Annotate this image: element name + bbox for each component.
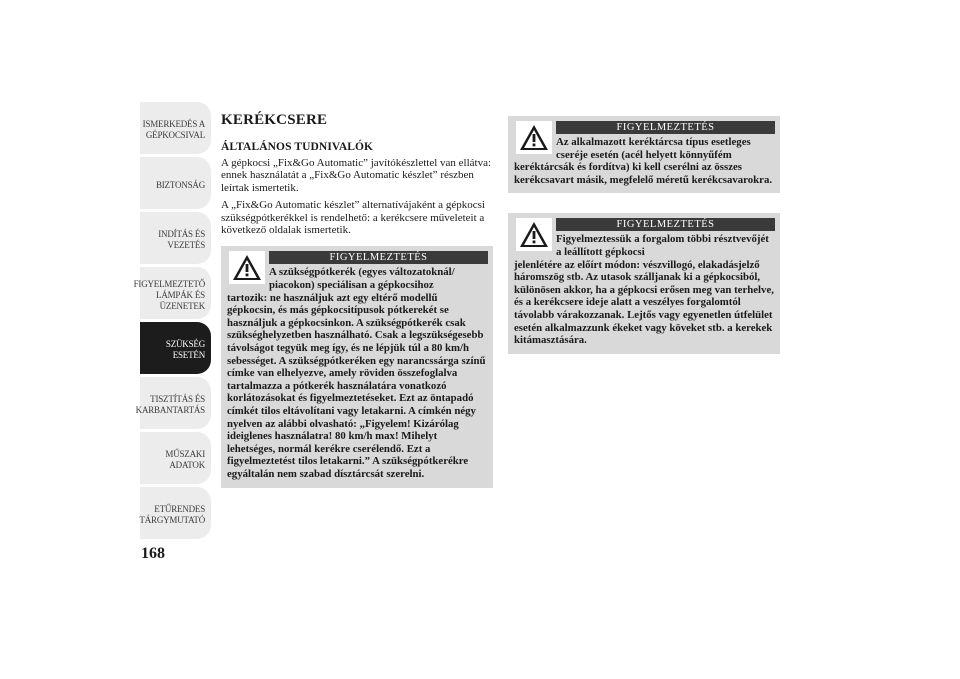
- body-paragraph: A gépkocsi „Fix&Go Automatic” javítókészlettel van ellátva: ennek használatát a „Fix&Go Automatic készlet” részben leírtak ismertetik.: [221, 157, 492, 194]
- tab-inditas[interactable]: INDÍTÁS ÉS VEZETÉS: [140, 212, 211, 264]
- tab-figyelmezteto[interactable]: FIGYELMEZTETŐ LÁMPÁK ÉS ÜZENETEK: [140, 267, 211, 319]
- tab-biztonsag[interactable]: BIZTONSÁG: [140, 157, 211, 209]
- warning-text-first: A szükségpótkerék (egyes változatoknál/ piacokon) speciálisan a gépkocsihoz: [269, 266, 455, 292]
- chapter-tabs: [133, 102, 211, 542]
- warning-text: [227, 266, 488, 480]
- warning-text-first: Az alkalmazott keréktárcsa típus esetleges cseréje esetén (acél helyett könnyűfém: [556, 136, 751, 161]
- warning-triangle-icon: [516, 121, 552, 154]
- warning-triangle-icon: [516, 218, 552, 251]
- tab-tisztitas[interactable]: TISZTÍTÁS ÉS KARBANTARTÁS: [140, 377, 211, 429]
- warning-heading: FIGYELMEZTETÉS: [556, 218, 775, 231]
- warning-text-first: Figyelmeztessük a forgalom többi résztvevőjét a leállított gépkocsi: [556, 233, 769, 258]
- page-number: 168: [141, 545, 165, 562]
- tab-targymutato[interactable]: ETŰRENDES TÁRGYMUTATÓ: [140, 487, 211, 539]
- body-paragraph: A „Fix&Go Automatic készlet” alternatívájaként a gépkocsi szükségpótkerékkel is rendelhető: a kerékcsere műveleteit a következő oldalak ismertetik.: [221, 199, 485, 237]
- warning-box: [508, 116, 780, 193]
- right-column: [508, 116, 780, 374]
- warning-text: [514, 136, 775, 186]
- warning-text-rest: keréktárcsák és fordítva) ki kell cserélni az összes kerékcsavart másik, megfelelő méretű kerékcsavarokra.: [514, 161, 773, 186]
- warning-box: [221, 246, 493, 487]
- warning-heading: FIGYELMEZTETÉS: [556, 121, 775, 134]
- warning-text-rest: jelenlétére az előírt módon: vészvillogó, elakadásjelző háromszög stb. Az utasok szálljanak ki a gépkocsiból, különösen akkor, ha a gépkocsi erősen meg van terhelve, és a kerékcsere ideje alatt a veszélyes forgalomtól távolabb várakozzanak. Lejtős vagy egyenetlen útfelület esetén alkalmazzunk ékeket vagy köveket stb. a kerekek kitámasztására.: [514, 258, 774, 347]
- warning-heading: FIGYELMEZTETÉS: [269, 251, 488, 264]
- tab-muszaki-adatok[interactable]: MŰSZAKI ADATOK: [140, 432, 211, 484]
- section-subtitle: ÁLTALÁNOS TUDNIVALÓK: [221, 141, 374, 153]
- section-title: KERÉKCSERE: [221, 112, 328, 128]
- warning-triangle-icon: [229, 251, 265, 284]
- warning-text-rest: tartozik: ne használjuk azt egy eltérő modellű gépkocsin, és más gépkocsitípusok pótkerekét se használjuk a gépkocsinkon. A szükségpótkerék csak szükséghelyzetben használható. Csak a legszükségesebb távolságot tegyük meg így, és ne lépjük túl a 80 km/h sebességet. A szükségpótkeréken egy narancssárga színű címke van elhelyezve, amely röviden összefoglalva tartalmazza a pótkerék használatára vonatkozó korlátozásokat és figyelmeztetéseket. Ezt az öntapadó címkét tilos eltávolítani vagy letakarni. A címkén négy nyelven az alábbi olvasható: „Figyelem! Kizárólag ideiglenes használatra! 80 km/h max! Mihelyt lehetséges, normál kerékre cserélendő. Ezt a figyelmeztetést tilos letakarni.” A szükségpótkerékre egyáltalán nem szabad dísztárcsát szerelni.: [227, 291, 486, 480]
- tab-ismerkedes[interactable]: ISMERKEDÉS A GÉPKOCSIVAL: [140, 102, 211, 154]
- warning-text: [514, 233, 775, 346]
- warning-box: [508, 213, 780, 353]
- left-column: [221, 112, 493, 508]
- tab-szukseg-eseten[interactable]: SZÜKSÉG ESETÉN: [140, 322, 211, 374]
